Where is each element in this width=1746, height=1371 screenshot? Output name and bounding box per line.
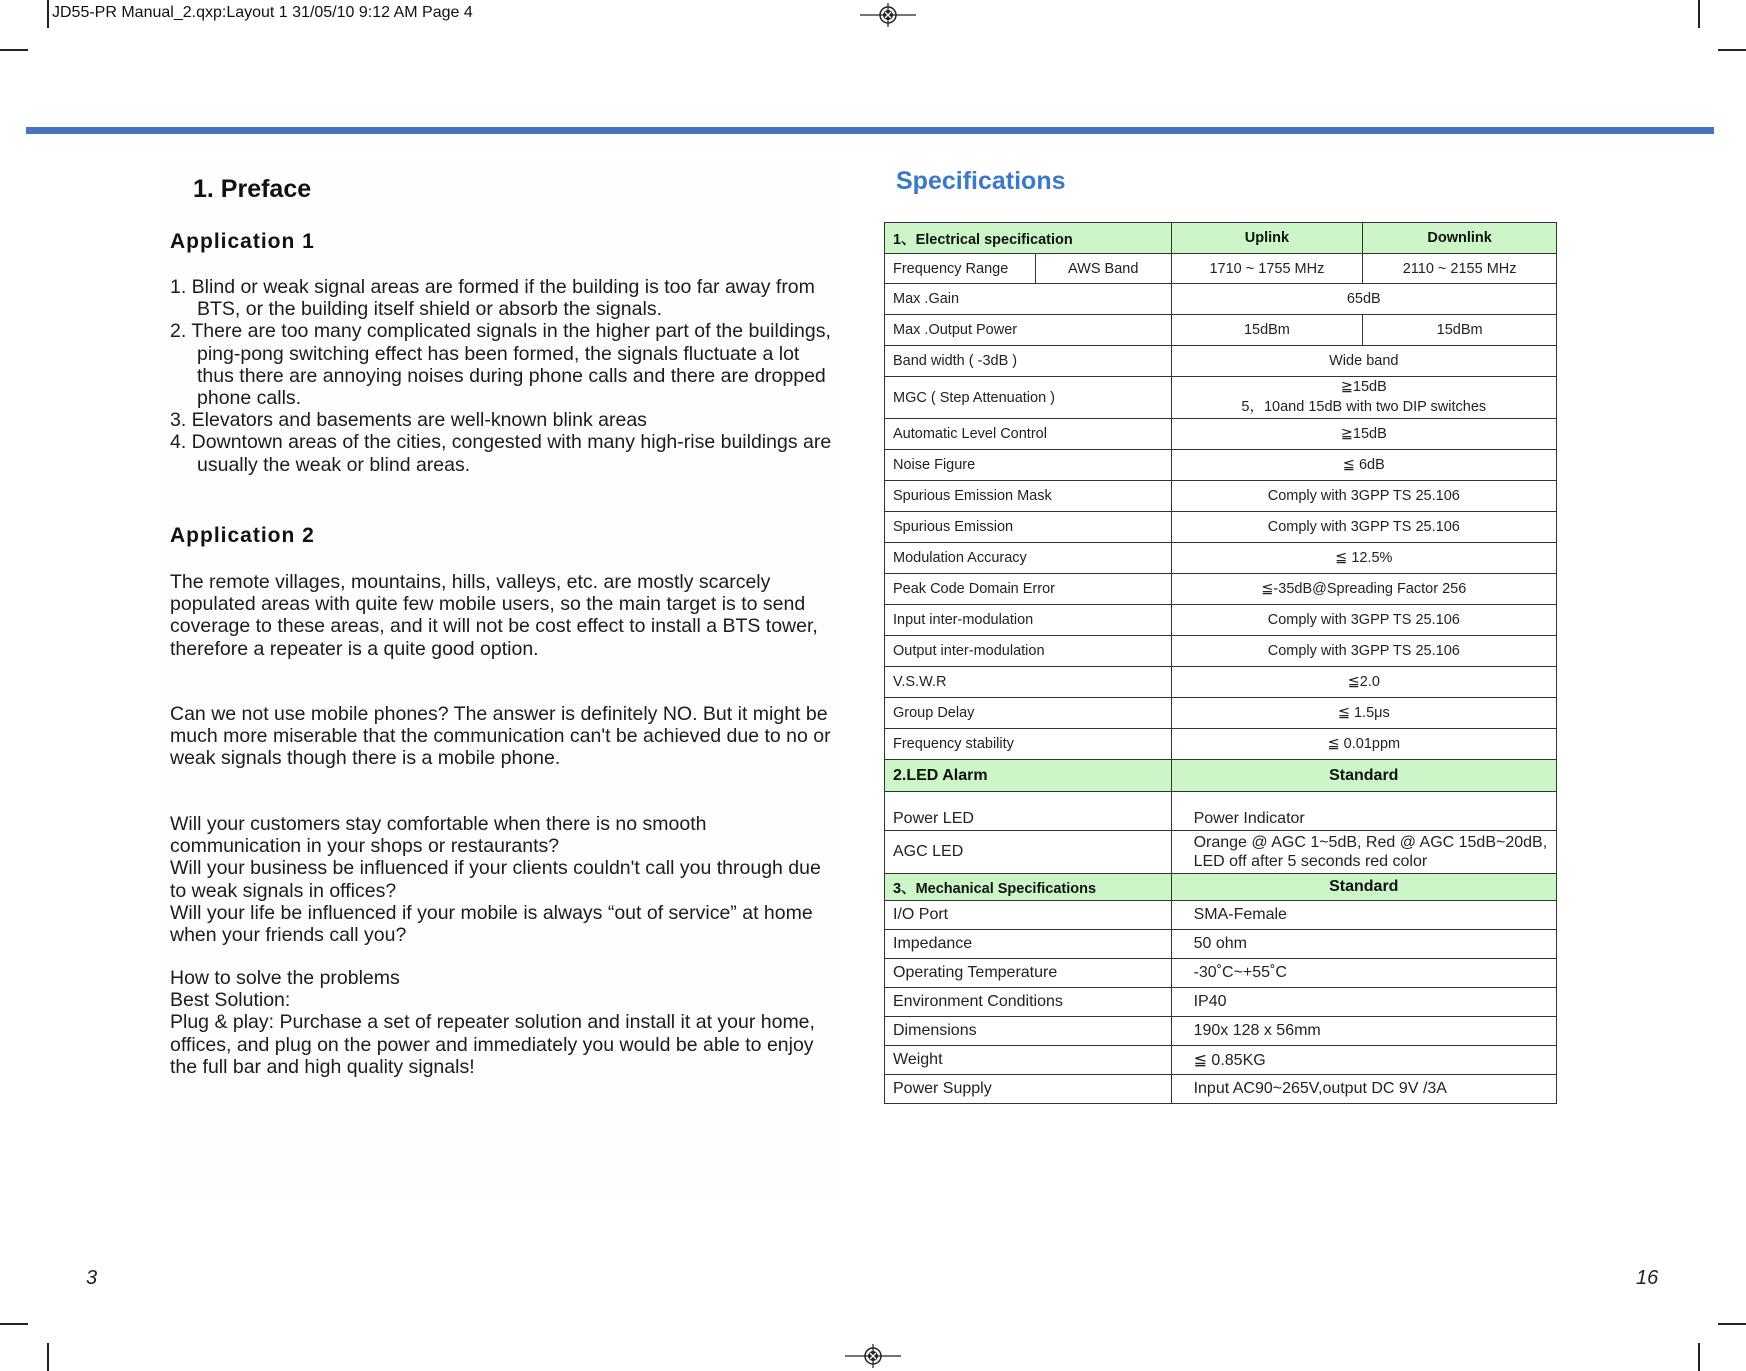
list-item: 4. Downtown areas of the cities, congested with many high-rise buildings are usually the weak or blind areas. <box>170 431 832 476</box>
crop-mark <box>1718 1323 1746 1325</box>
table-cell: ≦ 0.85KG <box>1171 1046 1556 1075</box>
print-slug: JD55-PR Manual_2.qxp:Layout 1 31/05/10 9:12 AM Page 4 <box>52 4 473 21</box>
table-cell: Max .Output Power <box>885 315 1172 346</box>
crop-mark <box>1698 0 1700 28</box>
table-cell: Wide band <box>1171 346 1556 377</box>
paragraph <box>170 967 835 1078</box>
table-cell: 15dBm <box>1363 315 1557 346</box>
table-cell: Input inter-modulation <box>885 605 1172 636</box>
paragraph <box>170 813 835 946</box>
table-cell: Spurious Emission Mask <box>885 481 1172 512</box>
crop-mark <box>0 49 28 51</box>
table-cell: Input AC90~265V,output DC 9V /3A <box>1171 1075 1556 1104</box>
table-cell: Dimensions <box>885 1017 1172 1046</box>
table-cell: 1、Electrical specification <box>885 223 1172 254</box>
table-cell: 190x 128 x 56mm <box>1171 1017 1556 1046</box>
table-cell: Power Supply <box>885 1075 1172 1104</box>
specifications-title: Specifications <box>896 167 1066 195</box>
table-cell: Modulation Accuracy <box>885 543 1172 574</box>
table-cell: Peak Code Domain Error <box>885 574 1172 605</box>
crop-mark <box>47 1343 49 1371</box>
table-cell: Noise Figure <box>885 450 1172 481</box>
table-row <box>885 574 1557 605</box>
table-cell: ≦-35dB@Spreading Factor 256 <box>1171 574 1556 605</box>
crop-mark <box>47 0 49 28</box>
table-row <box>885 930 1557 959</box>
table-cell: ≦ 0.01ppm <box>1171 729 1556 760</box>
cell-line: Orange @ AGC 1~5dB, Red @ AGC 15dB~20dB, <box>1193 834 1548 851</box>
table-cell: I/O Port <box>885 901 1172 930</box>
table-row <box>885 605 1557 636</box>
table-cell: 65dB <box>1171 284 1556 315</box>
table-cell: 15dBm <box>1171 315 1363 346</box>
table-row <box>885 543 1557 574</box>
page-number-left: 3 <box>86 1267 98 1289</box>
table-row <box>885 1017 1557 1046</box>
table-cell <box>1171 831 1556 874</box>
table-cell: Spurious Emission <box>885 512 1172 543</box>
table-cell <box>1171 377 1556 419</box>
table-cell: 2.LED Alarm <box>885 760 1172 792</box>
table-cell: 50 ohm <box>1171 930 1556 959</box>
table-cell: ≧15dB <box>1171 419 1556 450</box>
table-cell: Uplink <box>1171 223 1363 254</box>
table-row <box>885 667 1557 698</box>
table-cell: Comply with 3GPP TS 25.106 <box>1171 636 1556 667</box>
table-cell: Group Delay <box>885 698 1172 729</box>
table-row <box>885 254 1557 284</box>
table-cell: MGC ( Step Attenuation ) <box>885 377 1172 419</box>
cell-line: 5，10and 15dB with two DIP switches <box>1241 399 1487 415</box>
table-cell: Downlink <box>1363 223 1557 254</box>
paragraph-line: Will your business be influenced if your clients couldn't call you through due to weak signals in offices? <box>170 857 821 902</box>
table-row <box>885 792 1557 831</box>
table-cell: Standard <box>1171 760 1556 792</box>
table-row <box>885 419 1557 450</box>
application-2-heading: Application 2 <box>170 524 315 547</box>
table-cell: Power Indicator <box>1171 792 1556 831</box>
paragraph-line: Will your customers stay comfortable when there is no smooth communication in your shops or restaurants? <box>170 813 707 858</box>
table-cell: Operating Temperature <box>885 959 1172 988</box>
page-number-right: 16 <box>1636 1267 1659 1289</box>
table-row <box>885 988 1557 1017</box>
table-cell: AGC LED <box>885 831 1172 874</box>
paragraph-line: How to solve the problems <box>170 967 400 989</box>
table-row <box>885 831 1557 874</box>
table-cell: ≦ 6dB <box>1171 450 1556 481</box>
application-1-list <box>170 276 835 476</box>
table-header-row <box>885 874 1557 901</box>
table-row <box>885 346 1557 377</box>
table-row <box>885 1046 1557 1075</box>
table-row <box>885 636 1557 667</box>
application-1-heading: Application 1 <box>170 230 315 253</box>
paragraph: Can we not use mobile phones? The answer is definitely NO. But it might be much more miserable that the communication can't be achieved due to no or weak signals though there is a mobile phone. <box>170 703 831 770</box>
list-item: 2. There are too many complicated signals in the higher part of the buildings, ping-pong switching effect has been formed, the signals fluctuate a lot thus there are annoying noises during phone calls and there are dropped phone calls. <box>170 320 831 410</box>
table-cell: Standard <box>1171 874 1556 901</box>
table-cell: Power LED <box>885 792 1172 831</box>
crop-mark <box>0 1323 28 1325</box>
table-cell: Comply with 3GPP TS 25.106 <box>1171 481 1556 512</box>
table-cell: Frequency Range <box>885 254 1036 284</box>
table-cell: Frequency stability <box>885 729 1172 760</box>
crop-mark <box>1698 1343 1700 1371</box>
table-row <box>885 377 1557 419</box>
table-row <box>885 729 1557 760</box>
table-row <box>885 959 1557 988</box>
table-cell: Environment Conditions <box>885 988 1172 1017</box>
table-row <box>885 284 1557 315</box>
table-cell: ≦2.0 <box>1171 667 1556 698</box>
list-item: 3. Elevators and basements are well-known blink areas <box>170 409 647 432</box>
table-cell: SMA-Female <box>1171 901 1556 930</box>
table-cell: Comply with 3GPP TS 25.106 <box>1171 605 1556 636</box>
table-row <box>885 512 1557 543</box>
table-cell: AWS Band <box>1035 254 1171 284</box>
table-cell: Automatic Level Control <box>885 419 1172 450</box>
cell-line: LED off after 5 seconds red color <box>1193 853 1428 870</box>
crop-mark <box>1718 49 1746 51</box>
registration-mark-icon <box>845 1344 901 1368</box>
table-cell: 2110 ~ 2155 MHz <box>1363 254 1557 284</box>
paragraph-line: Will your life be influenced if your mobile is always “out of service” at home when your friends call you? <box>170 901 813 947</box>
table-cell: IP40 <box>1171 988 1556 1017</box>
table-header-row <box>885 760 1557 792</box>
table-cell: Comply with 3GPP TS 25.106 <box>1171 512 1556 543</box>
table-cell: ≦ 1.5μs <box>1171 698 1556 729</box>
table-cell: -30˚C~+55˚C <box>1171 959 1556 988</box>
header-rule <box>26 127 1714 134</box>
table-cell: ≦ 12.5% <box>1171 543 1556 574</box>
table-cell: 1710 ~ 1755 MHz <box>1171 254 1363 284</box>
paragraph-line: Plug & play: Purchase a set of repeater solution and install it at your home, offices, and plug on the power and immediately you would be able to enjoy the full bar and high quality signals! <box>170 1011 815 1078</box>
table-row <box>885 901 1557 930</box>
table-row <box>885 698 1557 729</box>
table-cell: V.S.W.R <box>885 667 1172 698</box>
table-row <box>885 481 1557 512</box>
list-item: 1. Blind or weak signal areas are formed if the building is too far away from BTS, or the building itself shield or absorb the signals. <box>170 276 815 321</box>
paragraph-line: Best Solution: <box>170 989 291 1012</box>
cell-line: ≧15dB <box>1340 379 1387 395</box>
paragraph: The remote villages, mountains, hills, valleys, etc. are mostly scarcely populated areas with quite few mobile users, so the main target is to send coverage to these areas, and it will not be cost effect to install a BTS tower, therefore a repeater is a quite good option. <box>170 571 818 660</box>
table-cell: Max .Gain <box>885 284 1172 315</box>
table-row <box>885 315 1557 346</box>
table-cell: 3、Mechanical Specifications <box>885 874 1172 901</box>
table-cell: Impedance <box>885 930 1172 959</box>
table-header-row <box>885 223 1557 254</box>
table-cell: Output inter-modulation <box>885 636 1172 667</box>
table-row <box>885 450 1557 481</box>
table-row <box>885 1075 1557 1104</box>
page-title: 1. Preface <box>193 175 312 203</box>
registration-mark-icon <box>860 3 916 27</box>
table-cell: Weight <box>885 1046 1172 1075</box>
specifications-table <box>884 222 1557 1104</box>
table-cell: Band width ( -3dB ) <box>885 346 1172 377</box>
